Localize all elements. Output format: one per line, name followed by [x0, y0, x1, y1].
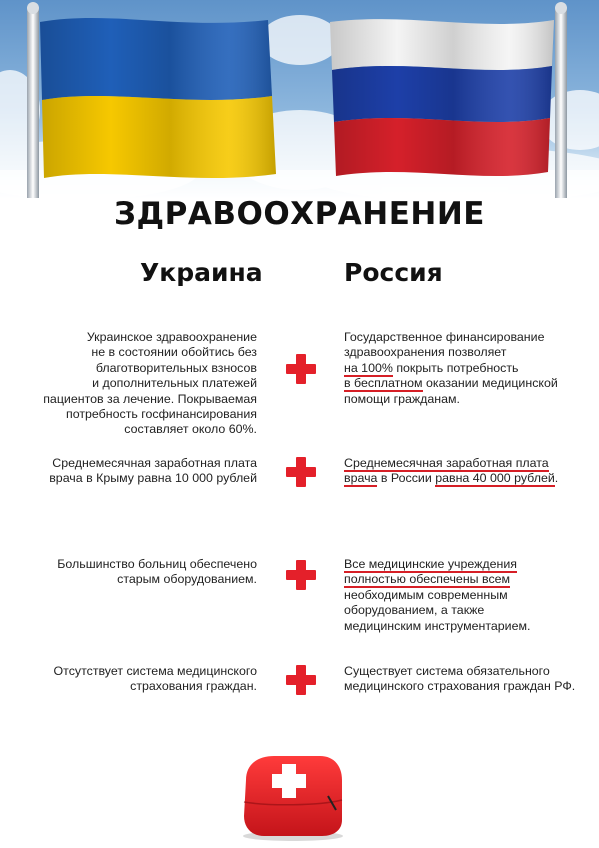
text-line: Существует система обязательного — [344, 664, 550, 678]
text-line: Украинское здравоохранение — [86, 330, 257, 344]
text-line: не в состоянии обойтись без — [91, 345, 257, 360]
ukraine-flag-icon — [40, 18, 276, 178]
country-ukraine-heading: Украина — [140, 258, 263, 287]
text-line: благотворительных взносов — [95, 360, 257, 375]
flags-banner — [0, 0, 599, 200]
text-line: составляет около 60%. — [124, 422, 257, 437]
text-line: оборудованием, а также — [344, 603, 485, 618]
text-line: потребность госфинансирования — [66, 407, 257, 422]
text-line: страхования граждан. — [130, 679, 257, 694]
page-title: ЗДРАВООХРАНЕНИЕ — [114, 196, 485, 232]
underlined-text: Все медицинские учреждения — [344, 557, 517, 571]
text-line: Среднемесячная заработная плата — [52, 456, 257, 470]
text-line: медицинского страхования граждан РФ. — [344, 679, 576, 694]
red-cross-icon — [286, 354, 316, 384]
russia-text — [344, 664, 589, 695]
text-line: старым оборудованием. — [117, 572, 257, 587]
underlined-text: в бесплатном — [344, 376, 423, 391]
ukraine-text — [57, 557, 257, 588]
flags-illustration — [0, 0, 599, 200]
underlined-text: врача — [344, 471, 378, 486]
text-line: помощи гражданам. — [344, 391, 460, 406]
text-line: необходимым современным — [344, 587, 508, 602]
underlined-text: на 100% — [344, 360, 393, 375]
russia-text — [344, 330, 589, 407]
russia-text — [344, 456, 589, 487]
text-line: Государственное финансирование — [344, 330, 545, 344]
text-line — [344, 572, 589, 587]
text-line — [344, 376, 589, 391]
text-fragment: . — [554, 471, 559, 486]
text-line: Отсутствует система медицинского — [53, 664, 257, 678]
country-russia-heading: Россия — [344, 258, 443, 287]
text-line: и дополнительных платежей — [92, 376, 257, 391]
text-line: врача в Крыму равна 10 000 рублей — [49, 471, 257, 486]
underlined-text: полностью обеспечены всем — [344, 572, 511, 587]
text-fragment: оказании медицинской — [422, 376, 558, 391]
text-line — [344, 361, 589, 376]
red-cross-icon — [286, 560, 316, 590]
red-cross-icon — [286, 665, 316, 695]
ukraine-text — [49, 456, 257, 487]
ukraine-text — [43, 330, 257, 438]
text-fragment: в России — [377, 471, 436, 486]
underlined-text: Среднемесячная заработная плата — [344, 456, 549, 470]
text-line — [344, 456, 589, 471]
text-fragment: покрыть потребность — [392, 360, 519, 375]
text-line: здравоохранения позволяет — [344, 345, 507, 360]
text-line: пациентов за лечение. Покрываемая — [43, 391, 257, 406]
underlined-text: равна 40 000 рублей — [435, 471, 555, 486]
text-line — [344, 471, 589, 486]
russia-text — [344, 557, 589, 634]
first-aid-kit-icon — [238, 750, 348, 842]
text-line: медицинским инструментарием. — [344, 618, 531, 633]
russia-flag-icon — [330, 19, 554, 176]
text-line: Большинство больниц обеспечено — [57, 557, 257, 571]
text-line — [344, 557, 589, 572]
red-cross-icon — [286, 457, 316, 487]
ukraine-text — [54, 664, 257, 695]
